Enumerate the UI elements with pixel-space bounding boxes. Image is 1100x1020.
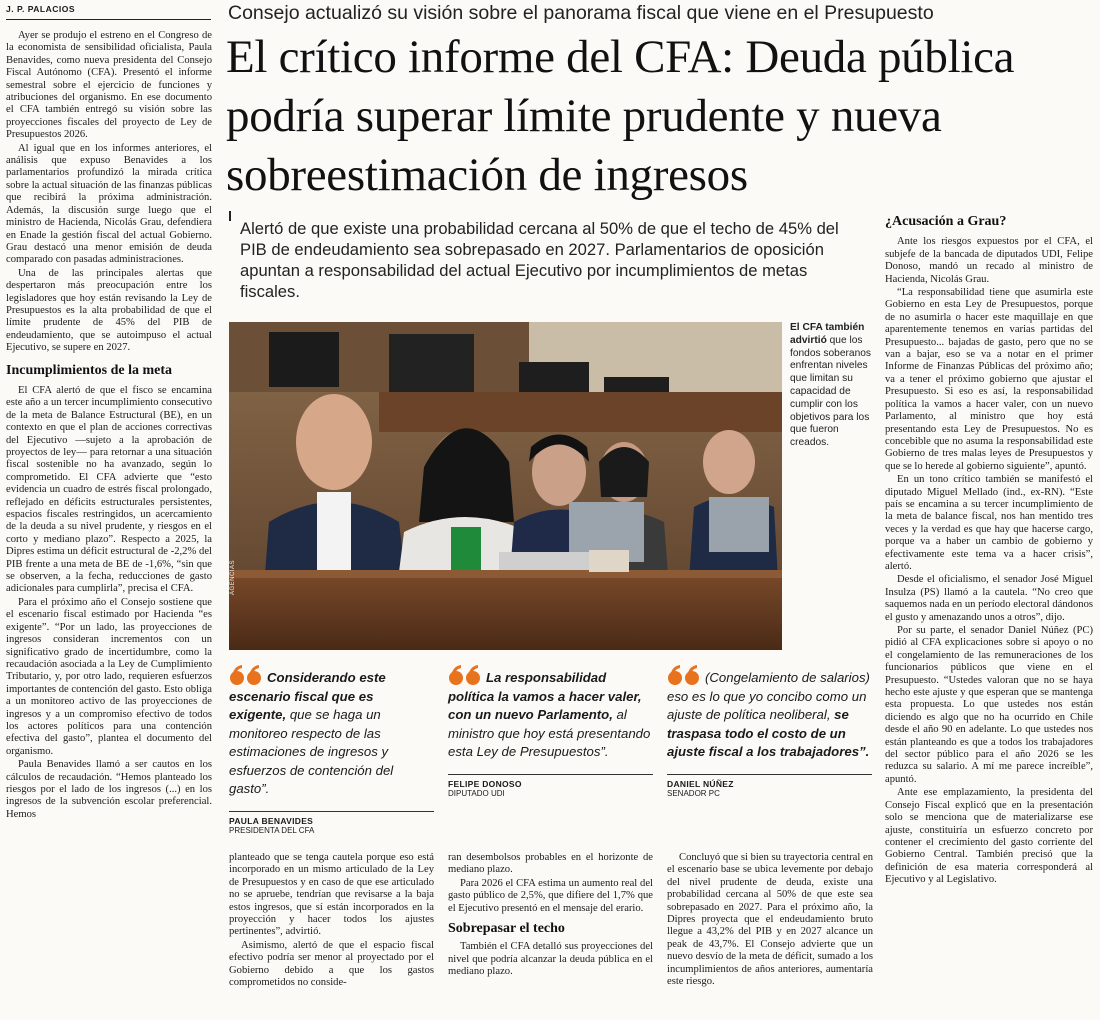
caption-bold: El CFA también advirtió [790, 322, 865, 346]
quote-bold: se traspasa todo el costo de un ajuste fiscal a los trabajadores”. [667, 707, 870, 759]
photo-illustration [229, 322, 782, 650]
quote-mark-icon [667, 664, 701, 686]
left-paragraphs-top [6, 30, 212, 355]
quote-text [229, 664, 434, 799]
quote-rest: (Congelamiento de salarios) eso es lo que yo concibo como un ajuste de política neoliberal, [667, 670, 870, 722]
quote-mark-icon [448, 664, 482, 686]
photo-caption [790, 322, 875, 450]
paragraph: Para el próximo año el Consejo sostiene que el escenario fiscal estimado por Hacienda “es exigente”. “Por un lado, las proyecciones de ingresos consideran incrementos con un significativo grado de incertidumbre, como la recaudación asociada a la Ley de Cumplimiento Tributario, y, por otro lado, requieren esfuerzos importantes de contención del gasto. Esto obliga a un monitoreo activo de las proyecciones de ingresos y a un compromiso efectivo de todos los actores políticos para una contención efectiva del gasto”, plantea el documento del organismo. [6, 596, 212, 757]
quote-block-2 [448, 664, 653, 799]
quote-author: PAULA BENAVIDES [229, 815, 314, 826]
quote-rule [229, 811, 434, 812]
mid-column-1 [229, 852, 434, 990]
quote-author: DANIEL NÚÑEZ [667, 778, 734, 789]
paragraph: Concluyó que si bien su trayectoria central en el escenario base se ubica levemente por debajo del nivel prudente de deuda, existe una probabilidad cercana al 50% de que este sea sobrepasado en 2027. Para el próximo año, la Dipres proyecta que el endeudamiento bruto llegue a 43,2% del PIB y en 2027 alcance un peak de 43,7%. El Consejo advierte que un nuevo desvío de la meta de déficit, sumado a los incumplimientos de años anteriores, aumentaría este riesgo. [667, 852, 873, 988]
paragraph: Ayer se produjo el estreno en el Congreso de la economista de sensibilidad oficialista, Paula Benavides, como nueva presidenta del Consejo Fiscal Autónomo (CFA). Presentó el informe semestral sobre el ejercicio de funciones y atribuciones del organismo. En ese documento el CFA también entregó su visión sobre las proyecciones fiscales del proyecto de Ley de Presupuestos 2026. [6, 30, 212, 141]
quote-block-3 [667, 664, 872, 799]
quote-rule [448, 774, 653, 775]
subhead-acusacion: ¿Acusación a Grau? [885, 214, 1007, 229]
paragraph: ran desembolsos probables en el horizonte de mediano plazo. [448, 852, 653, 876]
left-column [6, 30, 212, 822]
quote-author: FELIPE DONOSO [448, 778, 522, 789]
quote-bold: Considerando este escenario fiscal que es exigente, [229, 670, 386, 722]
deck: Alertó de que existe una probabilidad cercana al 50% de que el techo de 45% del PIB de endeudamiento sea sobrepasado en 2027. Parlamentarios de oposición apuntan a responsabilidad del actual Ejecutivo por incumplimientos de metas fiscales. [240, 219, 839, 301]
paragraph: Al igual que en los informes anteriores, el análisis que expuso Benavides a los parlamentarios profundizó la mirada crítica sobre la actual situación de las finanzas públicas que recibirá la próxima administración. Además, la discusión surge luego que el ministro de Hacienda, Nicolás Grau, defendiera en Enade la gestión fiscal del actual Gobierno. Grau destacó una menor emisión de deuda comparado con pasadas administraciones. [6, 142, 212, 266]
subhead-sobrepasar: Sobrepasar el techo [448, 921, 565, 937]
quote-author-role: PRESIDENTA DEL CFA [229, 825, 315, 835]
right-column [885, 216, 1093, 888]
headline: El crítico informe del CFA: Deuda pública podría superar límite prudente y nueva sobreestimación de ingresos [226, 31, 1015, 201]
photo-credit: AGENCIAS [230, 559, 236, 595]
caption-text: que los fondos soberanos enfrentan niveles que limitan su capacidad de cumplir con los objetivos para los que fueron creados. [790, 334, 871, 449]
paragraph: Asimismo, alertó de que el espacio fiscal efectivo podría ser menor al proyectado por el Gobierno debido a que los gastos comprometidos no conside- [229, 939, 434, 989]
subhead-incumplimientos: Incumplimientos de la meta [6, 362, 173, 378]
paragraph: Una de las principales alertas que despertaron más preocupación entre los legisladores que hoy están revisando la Ley de Presupuestos es la alta probabilidad de que el límite prudente de 45% del PIB de endeudamiento, que se autoimpuso el actual Ejecutivo, se supere en 2027. [6, 267, 212, 354]
mid-column-3 [667, 852, 873, 989]
photo-cfa-session [229, 322, 782, 650]
quote-rule [667, 774, 872, 775]
paragraph: Ante ese emplazamiento, la presidenta del Consejo Fiscal explicó que en la presentación solo se menciona que de materializarse ese ajuste, constituiría un esfuerzo concreto por contener el crecimiento del gasto corriente del Gobierno Central. También precisó que la definición de esa materia corresponderá al Ejecutivo y al Legislativo. [885, 787, 1093, 886]
quote-author-role: DIPUTADO UDI [448, 788, 505, 798]
paragraph: Para 2026 el CFA estima un aumento real del gasto público de 2,5%, que difiere del 1,7% que el Ejecutivo presentó en el mensaje del erario. [448, 877, 653, 914]
mid-column-2 [448, 852, 653, 980]
byline: J. P. PALACIOS [6, 4, 76, 14]
paragraph: En un tono crítico también se manifestó el diputado Miguel Mellado (ind., ex-RN). “Este país se encamina a su tercer incumplimiento de la meta de balance fiscal, nos han mentido tres veces y la verdad es que hay que hacerse cargo, porque va a haber un cambio de gobierno y efectivamente este tema va a hacer crisis”, alertó. [885, 474, 1093, 572]
paragraph: Ante los riesgos expuestos por el CFA, el subjefe de la bancada de diputados UDI, Felipe Donoso, mandó un recado al ministro de Hacienda, Nicolás Grau. [885, 236, 1093, 285]
quote-block-1 [229, 664, 434, 836]
left-paragraphs-bottom [6, 385, 212, 821]
paragraph: También el CFA detalló sus proyecciones del nivel que podría alcanzar la deuda pública en el mediano plazo. [448, 941, 653, 978]
quote-text [667, 664, 872, 762]
paragraph: “La responsabilidad tiene que asumirla este Gobierno en esta Ley de Presupuestos, porque de no asumirla o hacer este maquillaje en que aparentemente tenemos en varias partidas del Presupuesto... bajadas de gasto, pero que no se van a bajar, eso se va a notar en el primer Informe de Finanzas Públicas del próximo año; va a tener el próximo gobierno que ajustar el Presupuesto. Si eso es así, la responsabilidad política la vamos a hacer valer, con un nuevo Parlamento, al ministro que hoy está presentando esta Ley de Presupuestos. No es concebible que no asuma la responsabilidad este Gobierno de tres malas leyes de Presupuestos y que se lo herede al gobierno siguiente”, apuntó. [885, 287, 1093, 472]
paragraph: Desde el oficialismo, el senador José Miguel Insulza (PS) llamó a la cautela. “No creo que saquemos nada en un período electoral dándonos el gusto y amenazando unos a otros”, dijo. [885, 574, 1093, 623]
quote-author-role: SENADOR PC [667, 788, 720, 798]
paragraph: planteado que se tenga cautela porque eso está incorporado en un mismo articulado de la Ley de Presupuestos y en caso de que ese articulado no se apruebe, tendrían que revisarse a la baja estos ingresos, que sí están incorporados en la proyección y hacer todos los ajustes pertinentes”, advirtió. [229, 852, 434, 938]
paragraph: Por su parte, el senador Daniel Núñez (PC) pidió al CFA explicaciones sobre si apoyo o no el congelamiento de las remuneraciones de los funcionarios públicos que viene en el Presupuesto. “Ustedes valoran que no se haya hecho este ajuste y que esperan que se mantenga esta propuesta. Lo que ustedes nos están diciendo es algo que no ha ocurrido en Chile desde el año 90 en adelante. Lo que ustedes nos están planteando es que a todos los trabajadores del sector público para el año 2026 se les reduzca su salario. A mí me parece increíble”, apuntó. [885, 625, 1093, 785]
paragraph: Paula Benavides llamó a ser cautos en los cálculos de recaudación. “Hemos planteado los riesgos por el lado de los ingresos (...) en los ingresos de la subvención escolar preferencial. Hemos [6, 759, 212, 820]
quote-mark-icon [229, 664, 263, 686]
deck-rule [229, 211, 231, 221]
quote-text [448, 664, 653, 762]
quote-rest: que se haga un monitoreo respecto de las estimaciones de ingresos y esfuerzos de contención del gasto”. [229, 707, 394, 796]
paragraph: El CFA alertó de que el fisco se encamina este año a un tercer incumplimiento consecutivo de la meta de Balance Estructural (BE), en un contexto en que el plan de acciones correctivas del Ejecutivo —sujeto a la aprobación de proyectos de ley— para retornar a una situación fiscal sostenible no ha avanzado, según lo comprometido. El CFA advierte que “esto evidencia un cuadro de estrés fiscal prolongado, reflejado en déficits estructurales persistentes, espacios fiscales restringidos, un acercamiento de la deuda a su nivel prudente, y riesgos en el corto y mediano plazo”. Respecto a 2025, la Dipres estima un déficit estructural de -2,2% del PIB frente a una meta de BE de -1,6%, “sin que se observen, a la fecha, reducciones de gasto adicionales para cumplirla”, precisa el CFA. [6, 384, 212, 595]
kicker: Consejo actualizó su visión sobre el panorama fiscal que viene en el Presupuesto [228, 2, 934, 24]
quote-rest: al ministro que hoy está presentando esta Ley de Presupuestos”. [448, 707, 651, 759]
quote-bold: La responsabilidad política la vamos a hacer valer, con un nuevo Parlamento, [448, 670, 642, 722]
